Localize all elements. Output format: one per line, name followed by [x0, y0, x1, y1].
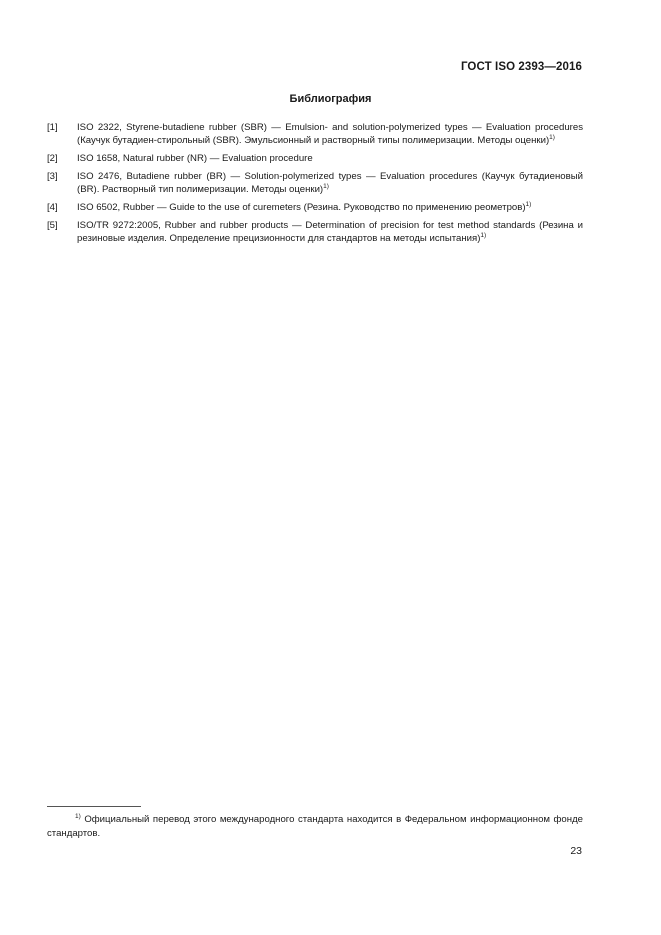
reference-number: [5]	[47, 220, 58, 231]
reference-number: [4]	[47, 202, 58, 213]
reference-text: ISO/TR 9272:2005, Rubber and rubber products — Determination of precision for test method standards (Резина и резиновые изделия. Определение прецизионности для стандартов на методы испытания)$^{1)}$	[77, 220, 583, 244]
reference-item	[47, 219, 583, 245]
footnote-marker: 1)	[480, 232, 487, 239]
reference-number: [3]	[47, 171, 58, 182]
page-number: 23	[570, 845, 582, 857]
footnote-text: Официальный перевод этого международного стандарта находится в Федеральном информационном фонде стандартов.	[47, 814, 584, 839]
reference-number: [2]	[47, 153, 58, 164]
reference-text: ISO 2476, Butadiene rubber (BR) — Solution-polymerized types — Evaluation procedures (Каучук бутадиеновый (BR). Растворный тип полимеризации. Методы оценки)$^{1)}$	[77, 171, 583, 195]
reference-item	[47, 152, 583, 165]
footnote-marker: 1)	[525, 201, 532, 208]
footnote-marker: 1)	[549, 134, 555, 141]
footnote-marker: 1)	[75, 813, 81, 820]
reference-text: ISO 1658, Natural rubber (NR) — Evaluation procedure	[77, 153, 313, 164]
reference-item	[47, 201, 583, 214]
document-code: ГОСТ ISO 2393—2016	[460, 61, 582, 73]
reference-list	[47, 121, 583, 250]
bibliography-title: Библиография	[289, 93, 372, 105]
footnote-marker: 1)	[323, 183, 329, 190]
footnote	[47, 813, 583, 841]
reference-number: [1]	[47, 122, 58, 133]
reference-item	[47, 121, 583, 147]
reference-text: ISO 2322, Styrene-butadiene rubber (SBR) — Emulsion- and solution-polymerized types — Evaluation procedures (Каучук бутадиен-стирольный (SBR). Эмульсионный и растворный типы полимеризации. Методы оценки)$^{1)}$	[77, 122, 583, 146]
footnote-separator	[47, 806, 141, 807]
reference-text: ISO 6502, Rubber — Guide to the use of curemeters (Резина. Руководство по применению реометров)$^{1)}$	[77, 201, 532, 213]
reference-item	[47, 170, 583, 196]
